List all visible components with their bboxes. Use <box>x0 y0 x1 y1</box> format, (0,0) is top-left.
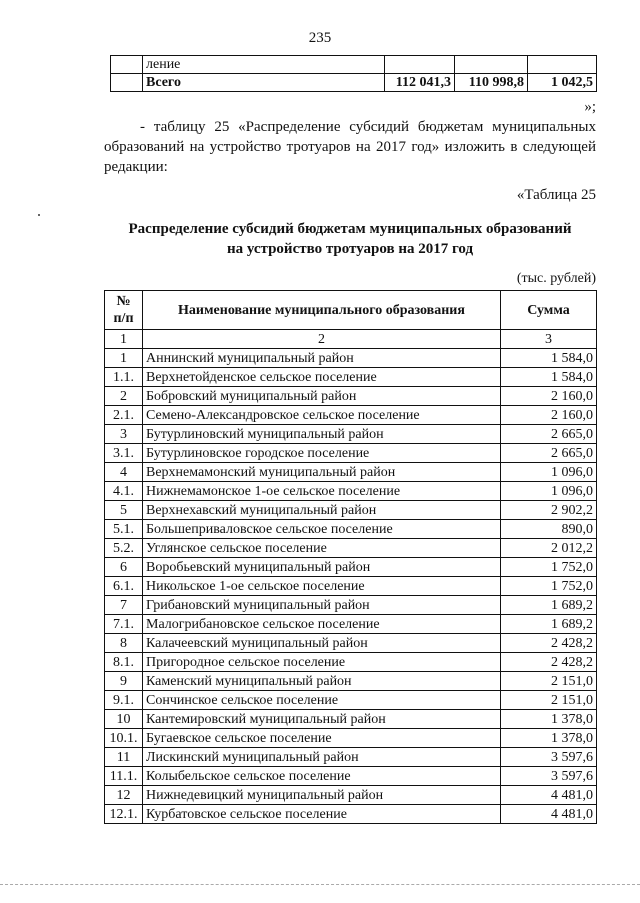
table-row <box>105 387 597 406</box>
total-value-2: 110 998,8 <box>455 74 528 92</box>
row-number: 5.1. <box>105 520 143 539</box>
table-row <box>105 615 597 634</box>
row-name: Верхнетойденское сельское поселение <box>143 368 501 387</box>
page-number: 235 <box>308 30 332 46</box>
row-name: Курбатовское сельское поселение <box>143 805 501 824</box>
row-sum: 4 481,0 <box>501 786 597 805</box>
table-row <box>105 767 597 786</box>
table-row <box>111 56 597 74</box>
row-name: Бутурлиновский муниципальный район <box>143 425 501 444</box>
quote-end: »; <box>584 99 596 115</box>
row-number: 1.1. <box>105 368 143 387</box>
row-name: Бугаевское сельское поселение <box>143 729 501 748</box>
row-sum: 2 151,0 <box>501 672 597 691</box>
table-row <box>105 539 597 558</box>
table-title <box>104 219 596 259</box>
row-number: 8.1. <box>105 653 143 672</box>
row-number: 10 <box>105 710 143 729</box>
row-name: Малогрибановское сельское поселение <box>143 615 501 634</box>
row-number: 3.1. <box>105 444 143 463</box>
row-sum: 1 584,0 <box>501 349 597 368</box>
table-cell <box>528 56 597 74</box>
row-name: Пригородное сельское поселение <box>143 653 501 672</box>
total-value-3: 1 042,5 <box>528 74 597 92</box>
title-line-2: на устройство тротуаров на 2017 год <box>226 241 474 257</box>
row-name: Верхнемамонский муниципальный район <box>143 463 501 482</box>
table-row <box>105 634 597 653</box>
row-number: 11.1. <box>105 767 143 786</box>
row-sum: 1 096,0 <box>501 482 597 501</box>
row-name: Верхнехавский муниципальный район <box>143 501 501 520</box>
row-sum: 1 689,2 <box>501 596 597 615</box>
table-row <box>105 805 597 824</box>
index-cell: 2 <box>143 330 501 349</box>
title-line-1: Распределение субсидий бюджетам муниципальных образований <box>128 221 572 237</box>
row-name: Аннинский муниципальный район <box>143 349 501 368</box>
row-number: 2.1. <box>105 406 143 425</box>
subsidy-table <box>104 290 597 824</box>
row-name: Семено-Александровское сельское поселение <box>143 406 501 425</box>
row-sum: 1 378,0 <box>501 729 597 748</box>
row-name: Сончинское сельское поселение <box>143 691 501 710</box>
row-name: Колыбельское сельское поселение <box>143 767 501 786</box>
table-row <box>105 349 597 368</box>
row-name: Воробьевский муниципальный район <box>143 558 501 577</box>
table-row <box>105 425 597 444</box>
row-number: 7.1. <box>105 615 143 634</box>
row-number: 12 <box>105 786 143 805</box>
header-num-line1: № <box>116 294 131 309</box>
row-sum: 2 151,0 <box>501 691 597 710</box>
table-row <box>105 729 597 748</box>
row-number: 4 <box>105 463 143 482</box>
table-row <box>105 482 597 501</box>
row-number: 9.1. <box>105 691 143 710</box>
row-sum: 2 665,0 <box>501 444 597 463</box>
row-sum: 2 012,2 <box>501 539 597 558</box>
table-row <box>105 653 597 672</box>
table-row <box>105 520 597 539</box>
table-row <box>105 748 597 767</box>
row-name: Каменский муниципальный район <box>143 672 501 691</box>
row-name: Кантемировский муниципальный район <box>143 710 501 729</box>
row-name: Калачеевский муниципальный район <box>143 634 501 653</box>
total-label: Всего <box>143 74 385 92</box>
row-sum: 2 160,0 <box>501 406 597 425</box>
index-cell: 1 <box>105 330 143 349</box>
row-sum: 4 481,0 <box>501 805 597 824</box>
amendment-paragraph: - таблицу 25 «Распределение субсидий бюджетам муниципальных образований на устройство тротуаров на 2017 год» изложить в следующей редакции: <box>104 119 596 175</box>
row-sum: 1 584,0 <box>501 368 597 387</box>
row-sum: 2 428,2 <box>501 653 597 672</box>
row-sum: 1 752,0 <box>501 558 597 577</box>
table-cell: ление <box>143 56 385 74</box>
row-name: Никольское 1-ое сельское поселение <box>143 577 501 596</box>
row-name: Углянское сельское поселение <box>143 539 501 558</box>
table-cell <box>111 56 143 74</box>
row-number: 11 <box>105 748 143 767</box>
header-name: Наименование муниципального образования <box>143 291 501 330</box>
total-row <box>111 74 597 92</box>
row-number: 5.2. <box>105 539 143 558</box>
row-sum: 3 597,6 <box>501 767 597 786</box>
table-label: «Таблица 25 <box>516 187 596 203</box>
units-note: (тыс. рублей) <box>516 271 596 286</box>
row-name: Бобровский муниципальный район <box>143 387 501 406</box>
row-number: 4.1. <box>105 482 143 501</box>
row-sum: 1 689,2 <box>501 615 597 634</box>
row-sum: 1 096,0 <box>501 463 597 482</box>
header-num <box>105 291 143 330</box>
row-number: 3 <box>105 425 143 444</box>
row-number: 12.1. <box>105 805 143 824</box>
row-number: 2 <box>105 387 143 406</box>
row-name: Нижнемамонское 1-ое сельское поселение <box>143 482 501 501</box>
row-number: 5 <box>105 501 143 520</box>
row-number: 8 <box>105 634 143 653</box>
scan-speck <box>38 214 40 216</box>
table-cell <box>111 74 143 92</box>
row-number: 7 <box>105 596 143 615</box>
scan-edge <box>0 884 640 885</box>
row-number: 1 <box>105 349 143 368</box>
row-name: Нижнедевицкий муниципальный район <box>143 786 501 805</box>
row-name: Лискинский муниципальный район <box>143 748 501 767</box>
row-number: 9 <box>105 672 143 691</box>
total-value-1: 112 041,3 <box>385 74 455 92</box>
row-number: 6.1. <box>105 577 143 596</box>
table-cell <box>385 56 455 74</box>
row-sum: 2 428,2 <box>501 634 597 653</box>
row-name: Большеприваловское сельское поселение <box>143 520 501 539</box>
row-sum: 1 378,0 <box>501 710 597 729</box>
table-row <box>105 463 597 482</box>
row-sum: 1 752,0 <box>501 577 597 596</box>
row-number: 10.1. <box>105 729 143 748</box>
table-row <box>105 406 597 425</box>
row-sum: 2 160,0 <box>501 387 597 406</box>
table-row <box>105 444 597 463</box>
row-sum: 3 597,6 <box>501 748 597 767</box>
table-row <box>105 710 597 729</box>
table-row <box>105 596 597 615</box>
table-row <box>105 558 597 577</box>
table-row <box>105 577 597 596</box>
table-row <box>105 691 597 710</box>
table-row <box>105 368 597 387</box>
column-index-row <box>105 330 597 349</box>
table-row <box>105 501 597 520</box>
row-sum: 890,0 <box>501 520 597 539</box>
table-row <box>105 786 597 805</box>
row-sum: 2 902,2 <box>501 501 597 520</box>
header-row <box>105 291 597 330</box>
index-cell: 3 <box>501 330 597 349</box>
row-sum: 2 665,0 <box>501 425 597 444</box>
previous-table-fragment <box>110 55 597 92</box>
table-row <box>105 672 597 691</box>
header-sum: Сумма <box>501 291 597 330</box>
row-name: Бутурлиновское городское поселение <box>143 444 501 463</box>
row-number: 6 <box>105 558 143 577</box>
row-name: Грибановский муниципальный район <box>143 596 501 615</box>
header-num-line2: п/п <box>113 311 134 326</box>
table-cell <box>455 56 528 74</box>
